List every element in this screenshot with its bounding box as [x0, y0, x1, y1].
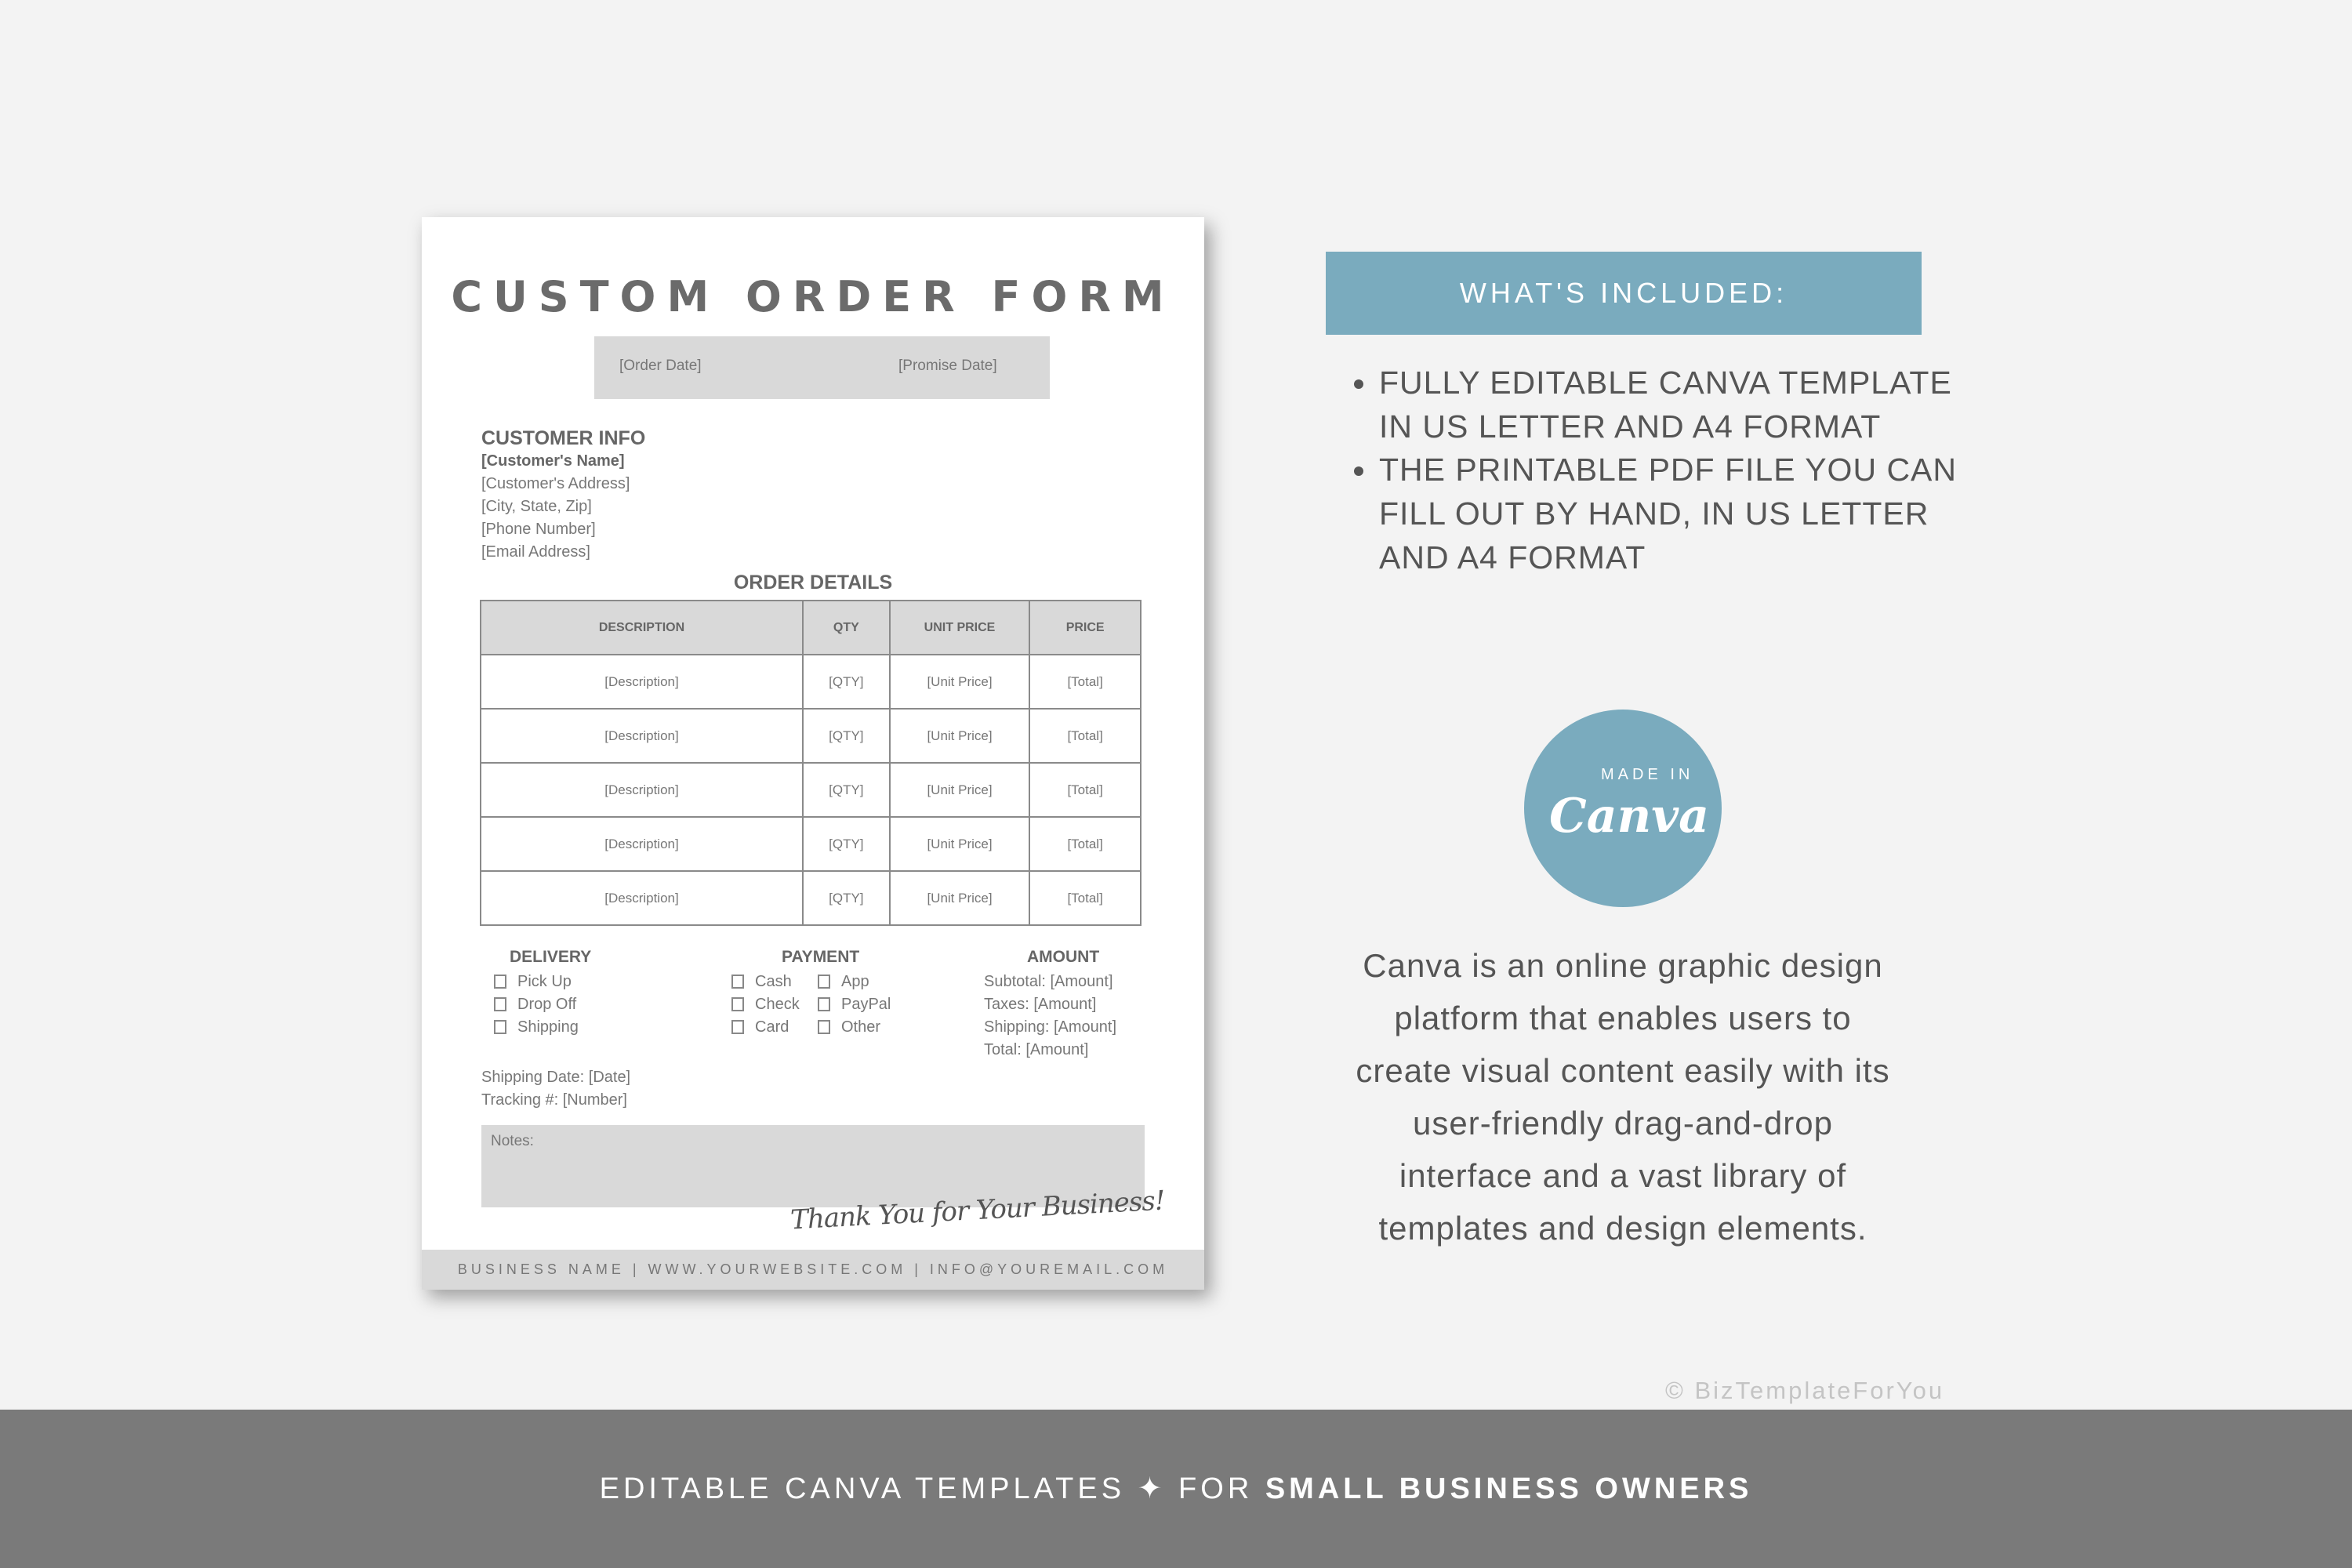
cell: [QTY]: [803, 655, 890, 709]
cell: [Unit Price]: [890, 763, 1030, 817]
banner-text: EDITABLE CANVA TEMPLATES: [599, 1472, 1126, 1505]
checkbox-icon: [494, 975, 506, 989]
table-row: [481, 655, 1141, 709]
col-description: DESCRIPTION: [481, 601, 803, 655]
promise-date: [Promise Date]: [898, 358, 997, 374]
sparkle-icon: ✦: [1137, 1472, 1167, 1505]
table-row: [481, 763, 1141, 817]
shipping-amount: Shipping: [Amount]: [984, 1018, 1116, 1036]
made-in-text: MADE IN: [1601, 766, 1694, 783]
checkbox-icon: [494, 1020, 506, 1034]
total: Total: [Amount]: [984, 1041, 1089, 1058]
checkbox-icon: [731, 975, 744, 989]
cell: [Description]: [481, 709, 803, 763]
label: Cash: [755, 973, 792, 990]
taxes: Taxes: [Amount]: [984, 996, 1097, 1013]
label: Drop Off: [517, 996, 577, 1013]
checkbox-cash[interactable]: [731, 972, 792, 991]
cell: [Unit Price]: [890, 871, 1030, 925]
order-details-heading: ORDER DETAILS: [733, 572, 893, 593]
cell: [Unit Price]: [890, 817, 1030, 871]
customer-email: [Email Address]: [481, 543, 590, 561]
cell: [Total]: [1029, 655, 1141, 709]
checkbox-card[interactable]: [731, 1018, 789, 1036]
customer-address: [Customer's Address]: [481, 475, 630, 492]
cell: [Total]: [1029, 763, 1141, 817]
col-qty: QTY: [803, 601, 890, 655]
col-unit-price: UNIT PRICE: [890, 601, 1030, 655]
desc-line: user-friendly drag-and-drop: [1413, 1105, 1833, 1142]
checkbox-pick-up[interactable]: [494, 972, 572, 991]
label: Card: [755, 1018, 789, 1036]
label: App: [841, 973, 869, 990]
label: PayPal: [841, 996, 891, 1013]
bullet-line: IN US LETTER AND A4 FORMAT: [1379, 408, 1882, 445]
made-in-canva-badge: [1524, 710, 1722, 907]
customer-city: [City, State, Zip]: [481, 498, 592, 515]
bullet-icon: [1354, 466, 1363, 476]
copyright: © BizTemplateForYou: [1665, 1377, 1945, 1404]
label: Other: [841, 1018, 881, 1036]
order-form-preview: [422, 217, 1204, 1290]
customer-name: [Customer's Name]: [481, 452, 625, 470]
cell: [Description]: [481, 763, 803, 817]
subtotal: Subtotal: [Amount]: [984, 973, 1113, 990]
bullet-line: FILL OUT BY HAND, IN US LETTER: [1379, 495, 1929, 532]
delivery-heading: DELIVERY: [510, 948, 592, 966]
checkbox-drop-off[interactable]: [494, 995, 576, 1014]
bullet-icon: [1354, 379, 1363, 389]
order-table: [480, 600, 1142, 926]
desc-line: interface and a vast library of: [1399, 1157, 1847, 1194]
canva-description: [1309, 939, 1936, 1254]
cell: [Description]: [481, 655, 803, 709]
cell: [Description]: [481, 817, 803, 871]
form-title: CUSTOM ORDER FORM: [451, 272, 1175, 321]
order-date: [Order Date]: [619, 358, 702, 374]
label: Check: [755, 996, 800, 1013]
tracking-number: Tracking #: [Number]: [481, 1091, 627, 1109]
desc-line: Canva is an online graphic design: [1363, 947, 1883, 984]
checkbox-icon: [818, 1020, 830, 1034]
cell: [QTY]: [803, 871, 890, 925]
cell: [Description]: [481, 871, 803, 925]
checkbox-icon: [818, 997, 830, 1011]
cell: [Total]: [1029, 709, 1141, 763]
table-row: [481, 871, 1141, 925]
cell: [QTY]: [803, 763, 890, 817]
checkbox-icon: [731, 1020, 744, 1034]
checkbox-other[interactable]: [818, 1018, 880, 1036]
checkbox-shipping[interactable]: [494, 1018, 579, 1036]
cell: [Unit Price]: [890, 709, 1030, 763]
date-box: [594, 336, 1050, 399]
bullet-item: [1354, 361, 1952, 448]
desc-line: templates and design elements.: [1378, 1210, 1867, 1247]
bottom-banner: [0, 1410, 2352, 1568]
customer-info-heading: CUSTOMER INFO: [481, 427, 646, 449]
banner-for: FOR: [1178, 1472, 1254, 1505]
bullet-line: THE PRINTABLE PDF FILE YOU CAN: [1379, 452, 1958, 488]
col-price: PRICE: [1029, 601, 1141, 655]
amount-heading: AMOUNT: [1027, 948, 1100, 966]
thank-you-script: Thank You for Your Business!: [789, 1185, 1166, 1236]
bullet-line: FULLY EDITABLE CANVA TEMPLATE: [1379, 365, 1952, 401]
cell: [QTY]: [803, 709, 890, 763]
cell: [QTY]: [803, 817, 890, 871]
shipping-date: Shipping Date: [Date]: [481, 1069, 631, 1086]
customer-phone: [Phone Number]: [481, 521, 596, 538]
table-header: [481, 601, 1141, 655]
canva-logo: Canva: [1549, 789, 1709, 844]
desc-line: platform that enables users to: [1394, 1000, 1852, 1036]
bullet-line: AND A4 FORMAT: [1379, 539, 1646, 575]
cell: [Total]: [1029, 871, 1141, 925]
cell: [Unit Price]: [890, 655, 1030, 709]
checkbox-icon: [494, 997, 506, 1011]
form-footer: BUSINESS NAME | WWW.YOURWEBSITE.COM | INFO@YOUREMAIL.COM: [422, 1250, 1204, 1290]
notes-label: Notes:: [491, 1133, 534, 1149]
label: Shipping: [517, 1018, 579, 1036]
whats-included-heading: WHAT'S INCLUDED:: [1326, 252, 1922, 335]
checkbox-icon: [818, 975, 830, 989]
payment-heading: PAYMENT: [782, 948, 860, 966]
checkbox-paypal[interactable]: [818, 995, 891, 1014]
table-row: [481, 709, 1141, 763]
bullet-item: [1354, 448, 1957, 579]
banner-bold-text: SMALL BUSINESS OWNERS: [1265, 1472, 1753, 1505]
checkbox-app[interactable]: [818, 972, 869, 991]
desc-line: create visual content easily with its: [1356, 1052, 1890, 1089]
checkbox-icon: [731, 997, 744, 1011]
table-row: [481, 817, 1141, 871]
checkbox-check[interactable]: [731, 995, 800, 1014]
label: Pick Up: [517, 973, 572, 990]
cell: [Total]: [1029, 817, 1141, 871]
